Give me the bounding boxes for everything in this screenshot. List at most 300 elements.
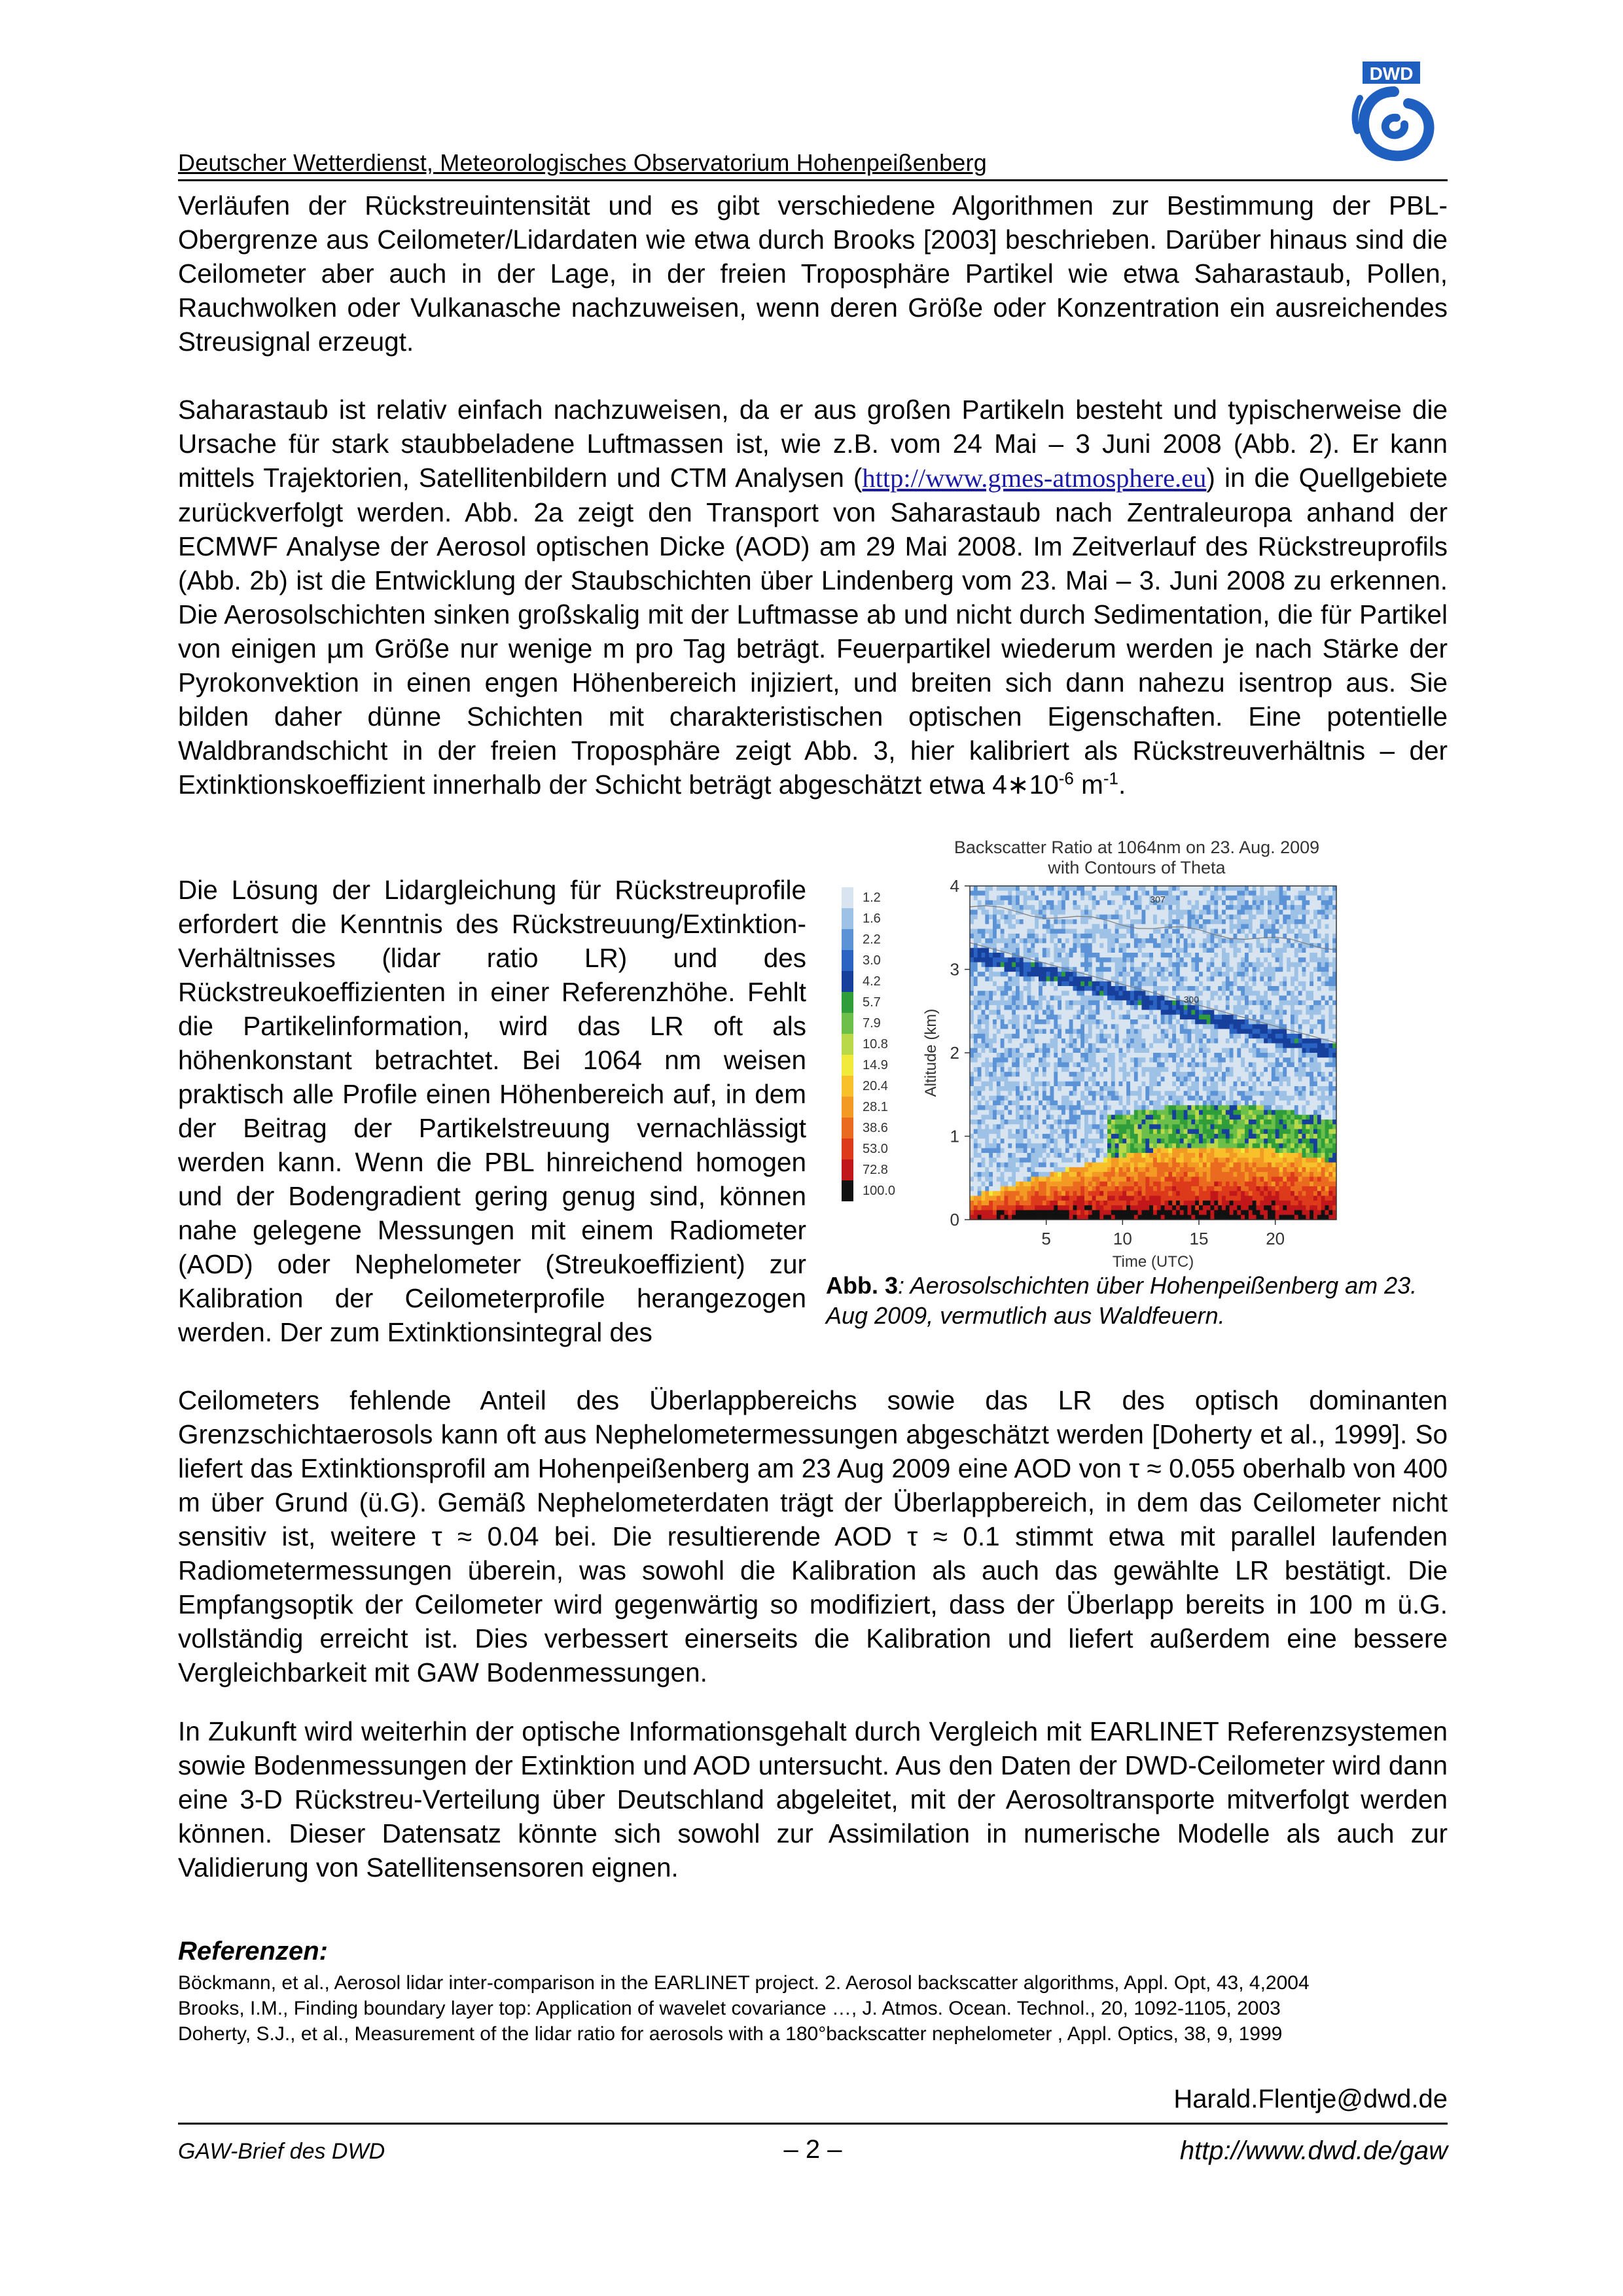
heatmap-cell bbox=[1039, 943, 1043, 948]
heatmap-cell bbox=[1046, 1124, 1050, 1129]
heatmap-cell bbox=[1302, 981, 1306, 987]
heatmap-cell bbox=[1031, 1038, 1035, 1044]
heatmap-cell bbox=[1157, 1082, 1161, 1087]
heatmap-cell bbox=[1317, 915, 1321, 920]
heatmap-cell bbox=[1211, 1072, 1215, 1077]
heatmap-cell bbox=[997, 1082, 1001, 1087]
heatmap-cell bbox=[1294, 1105, 1298, 1110]
heatmap-cell bbox=[1264, 1063, 1268, 1068]
heatmap-cell bbox=[1298, 1076, 1302, 1082]
heatmap-cell bbox=[1268, 910, 1272, 915]
heatmap-cell bbox=[1195, 986, 1199, 991]
heatmap-cell bbox=[1268, 967, 1272, 972]
heatmap-cell bbox=[1188, 1120, 1192, 1125]
heatmap-cell bbox=[1249, 1120, 1253, 1125]
heatmap-cell bbox=[1073, 1015, 1077, 1020]
heatmap-cell bbox=[1161, 1120, 1165, 1125]
heatmap-cell bbox=[1035, 1043, 1039, 1048]
heatmap-cell bbox=[1234, 1124, 1238, 1129]
heatmap-cell bbox=[1119, 943, 1123, 948]
heatmap-cell bbox=[1321, 886, 1325, 891]
heatmap-cell bbox=[1012, 972, 1016, 977]
heatmap-cell bbox=[1180, 976, 1184, 981]
heatmap-cell bbox=[1142, 1015, 1146, 1020]
heatmap-cell bbox=[974, 953, 978, 958]
heatmap-cell bbox=[1077, 1096, 1080, 1101]
heatmap-cell bbox=[1024, 924, 1027, 929]
heatmap-cell bbox=[1317, 1015, 1321, 1020]
heatmap-cell bbox=[1260, 1082, 1264, 1087]
heatmap-cell bbox=[1321, 1091, 1325, 1096]
heatmap-cell bbox=[1119, 1096, 1123, 1101]
heatmap-cell bbox=[1165, 1120, 1169, 1125]
heatmap-cell bbox=[1054, 1048, 1058, 1053]
heatmap-cell bbox=[1119, 1082, 1123, 1087]
heatmap-cell bbox=[1168, 1101, 1172, 1106]
heatmap-cell bbox=[1313, 972, 1317, 977]
heatmap-cell bbox=[1180, 1086, 1184, 1091]
heatmap-cell bbox=[1061, 900, 1065, 906]
heatmap-cell bbox=[1218, 1000, 1222, 1006]
heatmap-cell bbox=[1184, 1038, 1188, 1044]
heatmap-cell bbox=[982, 938, 986, 944]
heatmap-cell bbox=[993, 1076, 997, 1082]
heatmap-cell bbox=[1260, 938, 1264, 944]
heatmap-cell bbox=[1283, 1019, 1287, 1025]
heatmap-cell bbox=[1012, 900, 1016, 906]
heatmap-cell bbox=[1027, 1005, 1031, 1010]
heatmap-cell bbox=[1237, 891, 1241, 896]
heatmap-cell bbox=[1279, 896, 1283, 901]
heatmap-cell bbox=[1142, 1034, 1146, 1039]
heatmap-cell bbox=[1180, 1063, 1184, 1068]
heatmap-cell bbox=[1294, 1015, 1298, 1020]
heatmap-cell bbox=[1130, 905, 1134, 910]
heatmap-cell bbox=[1321, 1072, 1325, 1077]
heatmap-cell bbox=[1268, 1091, 1272, 1096]
heatmap-cell bbox=[1207, 919, 1211, 925]
heatmap-cell bbox=[1211, 1076, 1215, 1082]
heatmap-cell bbox=[1153, 1043, 1157, 1048]
heatmap-cell bbox=[1134, 1057, 1138, 1063]
heatmap-cell bbox=[997, 1115, 1001, 1120]
heatmap-cell bbox=[1119, 991, 1123, 996]
heatmap-cell bbox=[1214, 1057, 1218, 1063]
heatmap-cell bbox=[1031, 1091, 1035, 1096]
heatmap-cell bbox=[1203, 1053, 1207, 1058]
heatmap-cell bbox=[1264, 1015, 1268, 1020]
heatmap-cell bbox=[1077, 1129, 1080, 1135]
heatmap-cell bbox=[997, 886, 1001, 891]
heatmap-cell bbox=[1092, 1086, 1096, 1091]
heatmap-cell bbox=[1317, 1063, 1321, 1068]
heatmap-cell bbox=[1199, 943, 1203, 948]
heatmap-cell bbox=[1245, 1019, 1249, 1025]
heatmap-cell bbox=[1153, 1029, 1157, 1034]
heatmap-cell bbox=[1039, 886, 1043, 891]
heatmap-cell bbox=[985, 976, 989, 981]
heatmap-cell bbox=[1313, 1024, 1317, 1029]
heatmap-cell bbox=[1188, 957, 1192, 963]
heatmap-cell bbox=[1275, 991, 1279, 996]
heatmap-cell bbox=[1264, 891, 1268, 896]
heatmap-cell bbox=[1172, 981, 1176, 987]
heatmap-cell bbox=[1230, 1038, 1234, 1044]
heatmap-cell bbox=[1050, 934, 1054, 939]
heatmap-cell bbox=[1008, 1019, 1012, 1025]
heatmap-cell bbox=[1191, 1048, 1195, 1053]
heatmap-cell bbox=[1291, 915, 1294, 920]
heatmap-cell bbox=[1241, 963, 1245, 968]
heatmap-cell bbox=[1130, 1105, 1134, 1110]
heatmap-cell bbox=[1214, 996, 1218, 1001]
heatmap-cell bbox=[1130, 1029, 1134, 1034]
heatmap-cell bbox=[1099, 1053, 1103, 1058]
heatmap-cell bbox=[1035, 1053, 1039, 1058]
heatmap-cell bbox=[1145, 896, 1149, 901]
heatmap-cell bbox=[1325, 924, 1329, 929]
heatmap-cell bbox=[1260, 981, 1264, 987]
heatmap-cell bbox=[1149, 1029, 1153, 1034]
heatmap-cell bbox=[1203, 1076, 1207, 1082]
heatmap-cell bbox=[1302, 1005, 1306, 1010]
heatmap-cell bbox=[978, 996, 982, 1001]
heatmap-cell bbox=[1126, 1129, 1130, 1135]
heatmap-cell bbox=[1329, 1110, 1332, 1115]
heatmap-cell bbox=[1199, 1072, 1203, 1077]
heatmap-cell bbox=[1103, 1010, 1107, 1015]
heatmap-cell bbox=[1234, 891, 1238, 896]
heatmap-cell bbox=[1134, 910, 1138, 915]
heatmap-cell bbox=[1008, 1015, 1012, 1020]
heatmap-cell bbox=[1172, 1019, 1176, 1025]
heatmap-cell bbox=[1092, 934, 1096, 939]
heatmap-cell bbox=[982, 891, 986, 896]
heatmap-cell bbox=[1096, 1048, 1100, 1053]
heatmap-cell bbox=[1161, 938, 1165, 944]
heatmap-cell bbox=[1046, 896, 1050, 901]
heatmap-cell bbox=[1218, 1086, 1222, 1091]
heatmap-cell bbox=[1145, 1005, 1149, 1010]
heatmap-cell bbox=[1119, 1043, 1123, 1048]
heatmap-cell bbox=[1088, 1072, 1092, 1077]
heatmap-cell bbox=[1283, 1005, 1287, 1010]
heatmap-cell bbox=[1005, 1086, 1008, 1091]
heatmap-cell bbox=[1325, 957, 1329, 963]
heatmap-cell bbox=[1069, 1024, 1073, 1029]
heatmap-cell bbox=[1050, 910, 1054, 915]
heatmap-cell bbox=[1234, 915, 1238, 920]
heatmap-cell bbox=[1226, 915, 1230, 920]
heatmap-cell bbox=[1253, 1124, 1257, 1129]
heatmap-cell bbox=[1153, 1000, 1157, 1006]
heatmap-cell bbox=[1287, 1067, 1291, 1072]
heatmap-cell bbox=[1176, 1110, 1180, 1115]
heatmap-cell bbox=[1039, 1096, 1043, 1101]
heatmap-cell bbox=[1199, 948, 1203, 953]
heatmap-cell bbox=[1180, 1067, 1184, 1072]
heatmap-cell bbox=[1061, 1048, 1065, 1053]
heatmap-cell bbox=[978, 910, 982, 915]
heatmap-cell bbox=[1329, 1076, 1332, 1082]
heatmap-cell bbox=[1138, 967, 1142, 972]
heatmap-cell bbox=[1088, 1101, 1092, 1106]
heatmap-cell bbox=[1218, 1057, 1222, 1063]
heatmap-cell bbox=[1016, 1015, 1020, 1020]
heatmap-cell bbox=[1024, 1105, 1027, 1110]
heatmap-cell bbox=[1306, 1000, 1310, 1006]
heatmap-cell bbox=[1069, 991, 1073, 996]
heatmap-cell bbox=[1008, 1029, 1012, 1034]
header-title: Deutscher Wetterdienst, Meteorologisches Observatorium Hohenpeißenberg bbox=[178, 149, 987, 176]
heatmap-cell bbox=[1317, 972, 1321, 977]
heatmap-cell bbox=[1172, 1082, 1176, 1087]
heatmap-cell bbox=[974, 981, 978, 987]
heatmap-cell bbox=[1027, 943, 1031, 948]
heatmap-cell bbox=[1020, 1124, 1024, 1129]
heatmap-cell bbox=[1096, 924, 1100, 929]
heatmap-cell bbox=[1061, 1120, 1065, 1125]
heatmap-cell bbox=[1134, 1110, 1138, 1115]
heatmap-cell bbox=[1149, 986, 1153, 991]
heatmap-cell bbox=[1126, 1115, 1130, 1120]
heatmap-cell bbox=[970, 1082, 974, 1087]
heatmap-cell bbox=[1313, 1048, 1317, 1053]
heatmap-cell bbox=[989, 1043, 993, 1048]
heatmap-cell bbox=[1260, 1063, 1264, 1068]
heatmap-cell bbox=[1103, 929, 1107, 934]
heatmap-cell bbox=[985, 1101, 989, 1106]
heatmap-cell bbox=[1268, 919, 1272, 925]
heatmap-cell bbox=[1230, 1101, 1234, 1106]
heatmap-cell bbox=[1145, 1010, 1149, 1015]
heatmap-cell bbox=[1329, 1101, 1332, 1106]
heatmap-cell bbox=[989, 1110, 993, 1115]
heatmap-cell bbox=[1180, 896, 1184, 901]
heatmap-cell bbox=[970, 886, 974, 891]
heatmap-cell bbox=[1298, 1010, 1302, 1015]
heatmap-cell bbox=[1099, 1015, 1103, 1020]
heatmap-cell bbox=[1306, 1053, 1310, 1058]
heatmap-cell bbox=[1211, 1000, 1215, 1006]
heatmap-cell bbox=[1184, 938, 1188, 944]
heatmap-cell bbox=[1043, 1063, 1046, 1068]
heatmap-cell bbox=[1257, 891, 1260, 896]
heatmap-cell bbox=[1027, 948, 1031, 953]
heatmap-cell bbox=[1001, 1072, 1005, 1077]
heatmap-cell bbox=[1145, 963, 1149, 968]
heatmap-cell bbox=[1119, 953, 1123, 958]
heatmap-cell bbox=[1012, 905, 1016, 910]
heatmap-cell bbox=[1046, 910, 1050, 915]
gmes-link[interactable]: http://www.gmes-atmosphere.eu bbox=[862, 463, 1207, 493]
heatmap-cell bbox=[1321, 1110, 1325, 1115]
heatmap-cell bbox=[1168, 1057, 1172, 1063]
heatmap-cell bbox=[1046, 1057, 1050, 1063]
heatmap-cell bbox=[1031, 1015, 1035, 1020]
heatmap-cell bbox=[1234, 1048, 1238, 1053]
heatmap-cell bbox=[1321, 943, 1325, 948]
heatmap-cell bbox=[1149, 1096, 1153, 1101]
heatmap-cell bbox=[1142, 996, 1146, 1001]
heatmap-cell bbox=[1176, 953, 1180, 958]
colorbar-swatch bbox=[842, 1159, 853, 1180]
heatmap-cell bbox=[1237, 957, 1241, 963]
heatmap-cell bbox=[1306, 1082, 1310, 1087]
heatmap-cell bbox=[1134, 886, 1138, 891]
heatmap-cell bbox=[1241, 1029, 1245, 1034]
heatmap-cell bbox=[1283, 943, 1287, 948]
heatmap-cell bbox=[1077, 967, 1080, 972]
heatmap-cell bbox=[1069, 972, 1073, 977]
heatmap-cell bbox=[985, 972, 989, 977]
heatmap-cell bbox=[1272, 1115, 1275, 1120]
heatmap-cell bbox=[1191, 1072, 1195, 1077]
heatmap-cell bbox=[1142, 957, 1146, 963]
heatmap-cell bbox=[1130, 996, 1134, 1001]
heatmap-cell bbox=[1264, 1057, 1268, 1063]
heatmap-cell bbox=[1153, 910, 1157, 915]
heatmap-cell bbox=[1073, 957, 1077, 963]
heatmap-cell bbox=[1321, 1048, 1325, 1053]
heatmap-cell bbox=[1234, 1091, 1238, 1096]
heatmap-cell bbox=[1088, 996, 1092, 1001]
heatmap-cell bbox=[1211, 919, 1215, 925]
heatmap-cell bbox=[1268, 915, 1272, 920]
heatmap-cell bbox=[1046, 1063, 1050, 1068]
heatmap-cell bbox=[1065, 976, 1069, 981]
heatmap-cell bbox=[1054, 915, 1058, 920]
heatmap-cell bbox=[1103, 996, 1107, 1001]
heatmap-cell bbox=[1199, 1101, 1203, 1106]
heatmap-cell bbox=[1184, 905, 1188, 910]
heatmap-cell bbox=[1325, 1019, 1329, 1025]
heatmap-cell bbox=[1035, 886, 1039, 891]
heatmap-cell bbox=[1157, 905, 1161, 910]
heatmap-cell bbox=[1096, 886, 1100, 891]
heatmap-cell bbox=[1203, 910, 1207, 915]
heatmap-cell bbox=[1222, 919, 1226, 925]
heatmap-cell bbox=[1313, 963, 1317, 968]
heatmap-cell bbox=[1298, 1015, 1302, 1020]
heatmap-cell bbox=[1012, 996, 1016, 1001]
heatmap-cell bbox=[1107, 1082, 1111, 1087]
heatmap-cell bbox=[982, 896, 986, 901]
heatmap-cell bbox=[1203, 1024, 1207, 1029]
heatmap-cell bbox=[1298, 1057, 1302, 1063]
heatmap-cell bbox=[1039, 1005, 1043, 1010]
heatmap-cell bbox=[1253, 986, 1257, 991]
heatmap-cell bbox=[1142, 943, 1146, 948]
heatmap-cell bbox=[1043, 1019, 1046, 1025]
heatmap-cell bbox=[1272, 1053, 1275, 1058]
heatmap-cell bbox=[1008, 919, 1012, 925]
heatmap-cell bbox=[1275, 1034, 1279, 1039]
heatmap-cell bbox=[989, 938, 993, 944]
heatmap-cell bbox=[1001, 900, 1005, 906]
heatmap-cell bbox=[1043, 1005, 1046, 1010]
heatmap-cell bbox=[1306, 1029, 1310, 1034]
heatmap-cell bbox=[1294, 1053, 1298, 1058]
heatmap-cell bbox=[1043, 1067, 1046, 1072]
heatmap-cell bbox=[1073, 1048, 1077, 1053]
heatmap-cell bbox=[997, 1105, 1001, 1110]
heatmap-cell bbox=[1195, 1096, 1199, 1101]
heatmap-cell bbox=[1291, 919, 1294, 925]
heatmap-cell bbox=[1313, 1067, 1317, 1072]
heatmap-cell bbox=[1329, 924, 1332, 929]
heatmap-cell bbox=[1310, 1038, 1313, 1044]
heatmap-cell bbox=[1016, 1115, 1020, 1120]
heatmap-cell bbox=[1218, 896, 1222, 901]
heatmap-cell bbox=[1226, 943, 1230, 948]
paragraph-1: Verläufen der Rückstreuintensität und es gibt verschiedene Algorithmen zur Bestimmung der PBL-Obergrenze aus Ceilometer/Lidardaten wie etwa durch Brooks [2003] beschrieben. Darüber hinaus sind die Ceilometer aber auch in der Lage, in der freien Troposphäre Partikel wie etwa Saharastaub, Pollen, Rauchwolken oder Vulkanasche nachzuweisen, wenn deren Größe oder Konzentration ein ausreichendes Streusignal erzeugt. bbox=[178, 190, 1448, 357]
heatmap-cell bbox=[1103, 1048, 1107, 1053]
heatmap-cell bbox=[1329, 1043, 1332, 1048]
heatmap-cell bbox=[1001, 1091, 1005, 1096]
heatmap-cell bbox=[1005, 996, 1008, 1001]
heatmap-cell bbox=[1180, 1110, 1184, 1115]
heatmap-cell bbox=[1043, 948, 1046, 953]
heatmap-cell bbox=[1257, 1053, 1260, 1058]
heatmap-cell bbox=[1195, 1076, 1199, 1082]
heatmap-cell bbox=[1012, 986, 1016, 991]
heatmap-cell bbox=[1069, 1038, 1073, 1044]
heatmap-cell bbox=[982, 976, 986, 981]
heatmap-cell bbox=[997, 915, 1001, 920]
heatmap-cell bbox=[1310, 905, 1313, 910]
heatmap-cell bbox=[1008, 976, 1012, 981]
heatmap-cell bbox=[1306, 953, 1310, 958]
heatmap-cell bbox=[1099, 1091, 1103, 1096]
heatmap-cell bbox=[1211, 1057, 1215, 1063]
heatmap-cell bbox=[1176, 1019, 1180, 1025]
heatmap-cell bbox=[1321, 1010, 1325, 1015]
heatmap-cell bbox=[1043, 996, 1046, 1001]
heatmap-cell bbox=[1279, 948, 1283, 953]
heatmap-cell bbox=[1325, 1029, 1329, 1034]
heatmap-cell bbox=[1012, 1110, 1016, 1115]
heatmap-cell bbox=[1230, 929, 1234, 934]
heatmap-cell bbox=[1306, 910, 1310, 915]
heatmap-cell bbox=[1176, 1096, 1180, 1101]
heatmap-cell bbox=[1005, 1120, 1008, 1125]
heatmap-cell bbox=[1237, 915, 1241, 920]
heatmap-cell bbox=[970, 900, 974, 906]
heatmap-cell bbox=[1069, 1010, 1073, 1015]
heatmap-cell bbox=[1126, 1034, 1130, 1039]
heatmap-cell bbox=[1302, 943, 1306, 948]
heatmap-cell bbox=[1168, 938, 1172, 944]
heatmap-cell bbox=[1268, 948, 1272, 953]
heatmap-cell bbox=[1226, 976, 1230, 981]
heatmap-cell bbox=[1058, 1024, 1061, 1029]
heatmap-cell bbox=[1195, 919, 1199, 925]
heatmap-cell bbox=[1234, 1072, 1238, 1077]
heatmap-cell bbox=[1298, 963, 1302, 968]
heatmap-cell bbox=[1260, 1034, 1264, 1039]
heatmap-cell bbox=[1058, 1010, 1061, 1015]
heatmap-cell bbox=[1317, 1072, 1321, 1077]
heatmap-cell bbox=[1176, 1105, 1180, 1110]
heatmap-cell bbox=[1165, 1000, 1169, 1006]
heatmap-cell bbox=[997, 1005, 1001, 1010]
heatmap-cell bbox=[1325, 919, 1329, 925]
heatmap-cell bbox=[1302, 910, 1306, 915]
heatmap-cell bbox=[1073, 1038, 1077, 1044]
heatmap-cell bbox=[1122, 891, 1126, 896]
heatmap-cell bbox=[1046, 1005, 1050, 1010]
